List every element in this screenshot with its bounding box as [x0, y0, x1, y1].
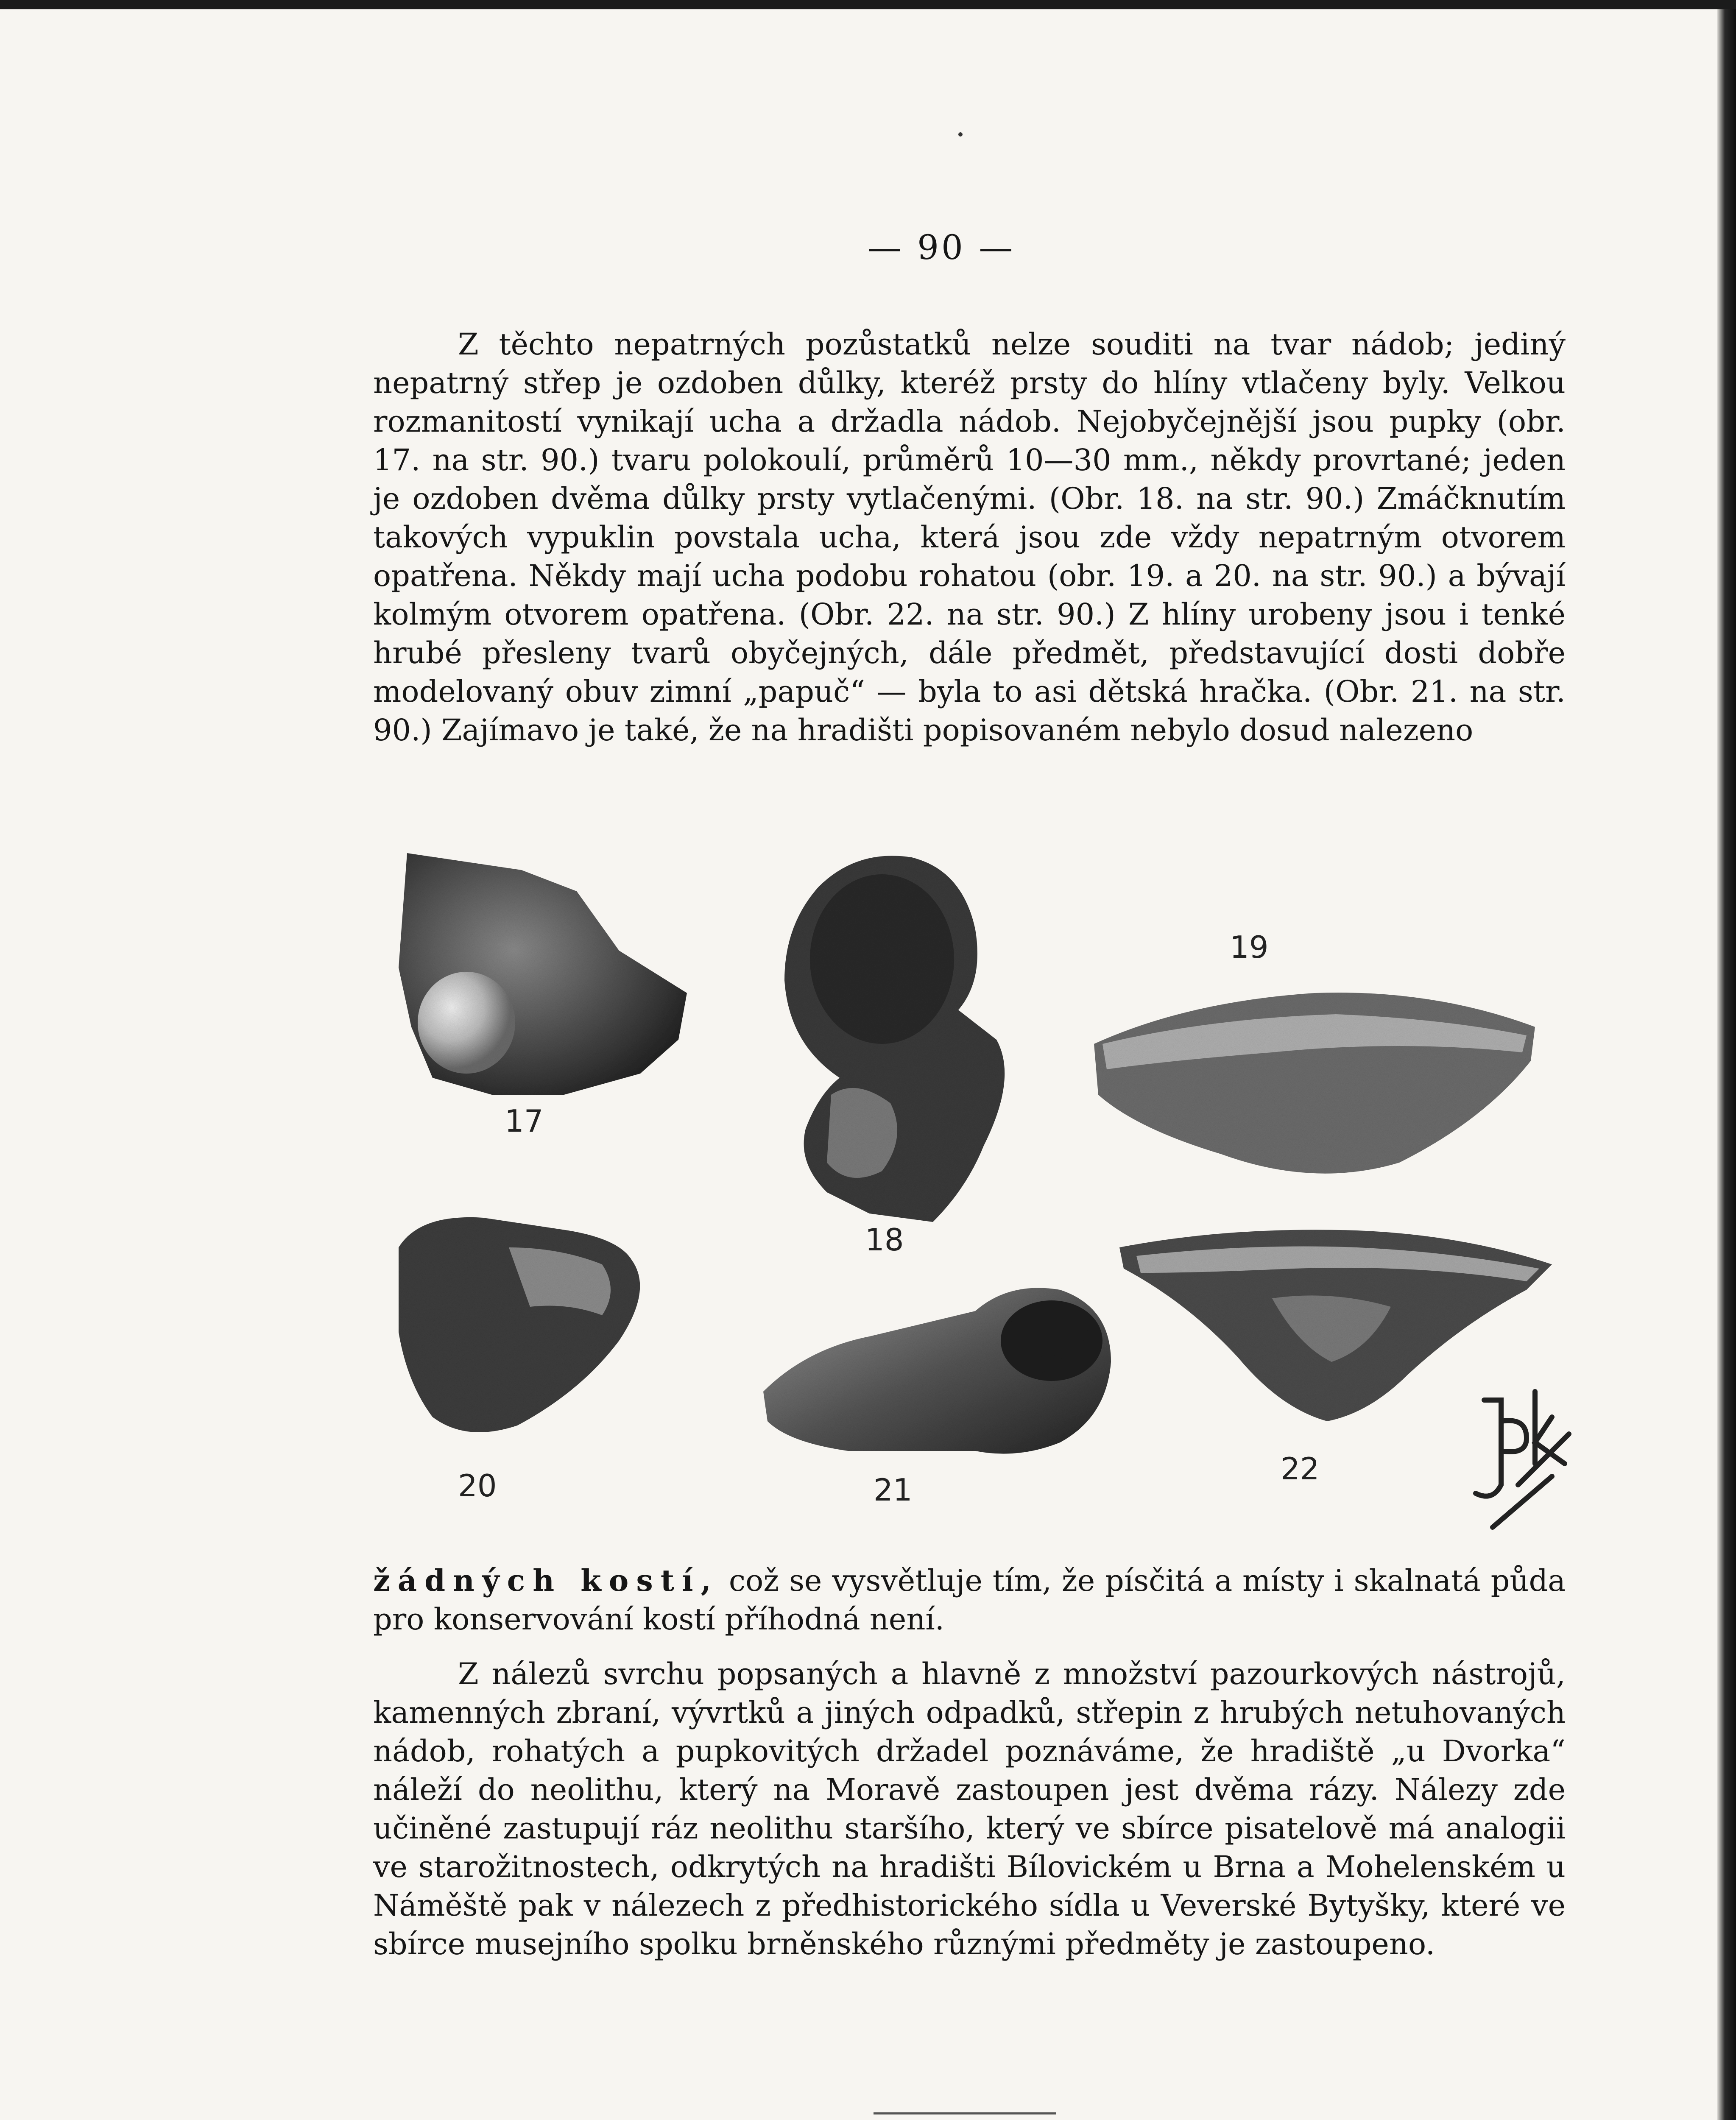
paragraph-top: [373, 325, 1566, 750]
speck-top: [958, 132, 963, 137]
paragraph-3: Z nálezů svrchu popsaných a hlavně z množství pazourkových nástrojů, kamenných zbraní, vývrtků a jiných odpadků, střepin z hrubých netuhovaných nádob, rohatých a pupkovitých držadel poznáváme, že hradiště „u Dvorka“ náleží do neolithu, který na Moravě zastoupen jest dvěma rázy. Nálezy zde učiněné zastupují ráz neolithu staršího, který ve sbírce pisatelově má analogii ve starožitnostech, odkrytých na hradišti Bílovickém u Brna a Mohelenském u Náměště pak v nálezech z předhistorického sídla u Veverské Bytyšky, které ve sbírce musejního spolku brněnského různými předměty je zastoupeno.: [373, 1657, 1566, 1961]
fragment-18: [784, 856, 1005, 1222]
closing-rule: [874, 2112, 1056, 2114]
label-fig-20: 20: [458, 1468, 497, 1504]
fragments-illustration: [382, 840, 1603, 1561]
label-fig-17: 17: [505, 1103, 544, 1139]
paragraph-2: [373, 1561, 1566, 1639]
paragraph-bottom: [373, 1561, 1566, 1964]
label-fig-19: 19: [1230, 929, 1269, 965]
paragraph-2-rest: což se vysvětluje tím, že písčitá a místy i skalnatá půda pro konservování kostí příhodná není.: [373, 1563, 1566, 1637]
spaced-emphasis: žádných kostí,: [373, 1563, 719, 1598]
artist-monogram: [1476, 1392, 1569, 1527]
scan-edge-right: [1717, 9, 1736, 2120]
fragment-17: [399, 853, 687, 1095]
label-fig-21: 21: [874, 1472, 913, 1508]
fragment-20: [399, 1217, 640, 1432]
label-fig-22: 22: [1281, 1451, 1320, 1487]
fragment-21: [763, 1288, 1111, 1454]
label-fig-18: 18: [865, 1222, 904, 1258]
paragraph-1: Z těchto nepatrných pozůstatků nelze souditi na tvar nádob; jediný nepatrný střep je ozdoben důlky, kteréž prsty do hlíny vtlačeny byly. Velkou rozmanitostí vynikají ucha a držadla nádob. Nejobyčejnější jsou pupky (obr. 17. na str. 90.) tvaru polokoulí, průměrů 10—30 mm., někdy provrtané; jeden je ozdoben dvěma důlky prsty vytlačenými. (Obr. 18. na str. 90.) Zmáčknutím takových vypuklin povstala ucha, která jsou zde vždy nepatrným otvorem opatřena. Někdy mají ucha podobu rohatou (obr. 19. a 20. na str. 90.) a bývají kolmým otvorem opatřena. (Obr. 22. na str. 90.) Z hlíny urobeny jsou i tenké hrubé přesleny tvarů obyčejných, dále předmět, představující dosti dobře modelovaný obuv zimní „papuč“ — byla to asi dětská hračka. (Obr. 21. na str. 90.) Zajímavo je také, že na hradišti popisovaném nebylo dosud nalezeno: [373, 327, 1566, 748]
pottery-fragments-figure: [382, 840, 1603, 1561]
fragment-19: [1094, 993, 1535, 1174]
page-number: — 90 —: [867, 228, 1016, 267]
fragment-22: [1119, 1230, 1552, 1421]
